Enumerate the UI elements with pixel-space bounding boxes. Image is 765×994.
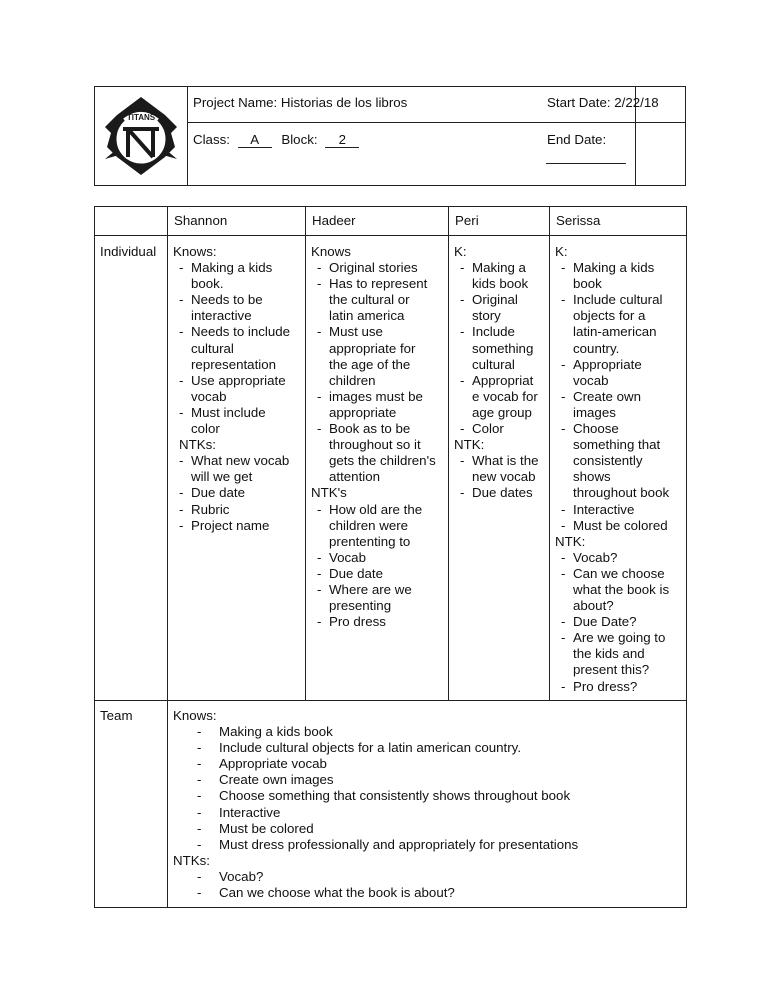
shannon-cell [173,244,290,534]
project-name: Project Name: Historias de los libros [193,95,408,110]
list-item: book. [191,276,224,292]
list-item: - Vocab? [555,550,669,566]
list-item: - images must be [311,389,436,405]
list-item: story [472,308,501,324]
list-item: the cultural or [329,292,410,308]
list-item: interactive [191,308,252,324]
list-item: - Must include [173,405,290,421]
list-item: vocab [191,388,227,404]
list-item: - Include cultural [555,292,669,308]
list-item: - Due Date? [555,614,669,630]
list-item: color [191,421,220,437]
list-item: - What new vocab [173,453,290,469]
list-item: e vocab for [472,388,538,404]
list-item: new vocab [472,469,536,485]
list-item: - How old are the [311,502,436,518]
list-item: throughout book [573,485,670,501]
col-header-peri: Peri [455,213,479,228]
list-item: K: [454,244,467,259]
class-label: Class: [193,132,230,147]
logo-text: TITANS [126,113,156,122]
list-item: shows [573,469,611,485]
col-header-shannon: Shannon [174,213,228,228]
list-item: children [329,372,376,388]
list-item: - Appropriate [555,357,669,373]
list-item: NTK: [454,437,485,453]
list-item: - Are we going to [555,630,669,646]
list-item: - Book as to be [311,421,436,437]
list-item: - Pro dress? [555,679,669,695]
list-item: - Has to represent [311,276,436,292]
list-item: Knows [311,244,351,259]
list-item: - Vocab? [173,869,578,885]
list-item: - Color [454,421,539,437]
list-item: - Needs to be [173,292,290,308]
hadeer-cell [311,244,436,630]
list-item: - Include [454,324,539,340]
list-item: attention [329,469,381,485]
list-item: NTKs: [179,437,216,453]
list-item: prententing to [329,533,411,549]
class-value: A [238,133,272,148]
list-item: K: [555,244,568,259]
list-item: vocab [573,372,609,388]
list-item: - Appropriate vocab [173,756,578,772]
list-item: - Vocab [311,550,436,566]
list-item: will we get [191,469,253,485]
list-item: age group [472,404,532,420]
list-item: latin america [329,308,405,324]
list-item: - Where are we [311,582,436,598]
list-item: - Must be colored [555,518,669,534]
list-item: cultural [472,356,515,372]
list-item: country. [573,340,620,356]
list-item: - Interactive [173,805,578,821]
list-item: NTK's [311,485,347,501]
block-label: Block: [281,132,318,147]
list-item: - Making a kids [555,260,669,276]
logo-cell [95,87,188,185]
list-item: - Making a kids [173,260,290,276]
list-item: - Project name [173,518,290,534]
list-item: - Create own images [173,772,578,788]
list-item: throughout so it [329,437,421,453]
list-item: - Can we choose what the book is about? [173,885,578,901]
list-item: images [573,404,616,420]
list-item: - Choose something that consistently shows throughout book [173,788,578,804]
list-item: - Choose [555,421,669,437]
list-item: - Making a kids book [173,724,578,740]
end-date: End Date: [547,132,607,147]
list-item: presenting [329,598,392,614]
list-item: representation [191,356,277,372]
list-item: cultural [191,340,234,356]
list-item: - Must be colored [173,821,578,837]
peri-cell [454,244,539,502]
list-item: - What is the [454,453,539,469]
team-cell [173,708,578,901]
list-item: book [573,276,602,292]
col-header-hadeer: Hadeer [312,213,356,228]
list-item: - Must use [311,324,436,340]
list-item: something [472,340,534,356]
list-item: - Original [454,292,539,308]
list-item: Knows: [173,708,217,723]
list-item: present this? [573,662,650,678]
list-item: appropriate for [329,340,416,356]
list-item: consistently [573,453,643,469]
list-item: NTK: [555,533,586,549]
list-item: - Due dates [454,485,539,501]
list-item: - Rubric [173,502,290,518]
list-item: - Use appropriate [173,373,290,389]
list-item: - Due date [173,485,290,501]
list-item: gets the children's [329,453,436,469]
list-item: latin-american [573,324,657,340]
titans-logo [95,87,187,185]
header-table [94,86,686,186]
row-header-individual: Individual [100,244,157,259]
list-item: the kids and [573,646,645,662]
knows-ntk-table [94,206,687,908]
list-item: - Original stories [311,260,436,276]
list-item: Knows: [173,244,217,259]
row-header-team: Team [100,708,133,723]
list-item: about? [573,598,614,614]
serissa-cell [555,244,669,695]
list-item: objects for a [573,308,646,324]
list-item: - Interactive [555,502,669,518]
end-date-blank [546,163,626,164]
list-item: - Appropriat [454,373,539,389]
list-item: kids book [472,276,529,292]
list-item: NTKs: [173,852,210,868]
list-item: appropriate [329,404,397,420]
class-block [193,132,359,148]
list-item: - Create own [555,389,669,405]
list-item: - Making a [454,260,539,276]
list-item: - Can we choose [555,566,669,582]
list-item: the age of the [329,356,411,372]
col-header-serissa: Serissa [556,213,601,228]
list-item: what the book is [573,581,670,597]
list-item: something that [573,437,661,453]
list-item: children were [329,517,409,533]
list-item: - Due date [311,566,436,582]
start-date: Start Date: 2/22/18 [547,95,659,110]
list-item: - Include cultural objects for a latin american country. [173,740,578,756]
list-item: - Pro dress [311,614,436,630]
list-item: - Must dress professionally and appropriately for presentations [173,837,578,853]
list-item: - Needs to include [173,324,290,340]
block-value: 2 [325,133,359,148]
